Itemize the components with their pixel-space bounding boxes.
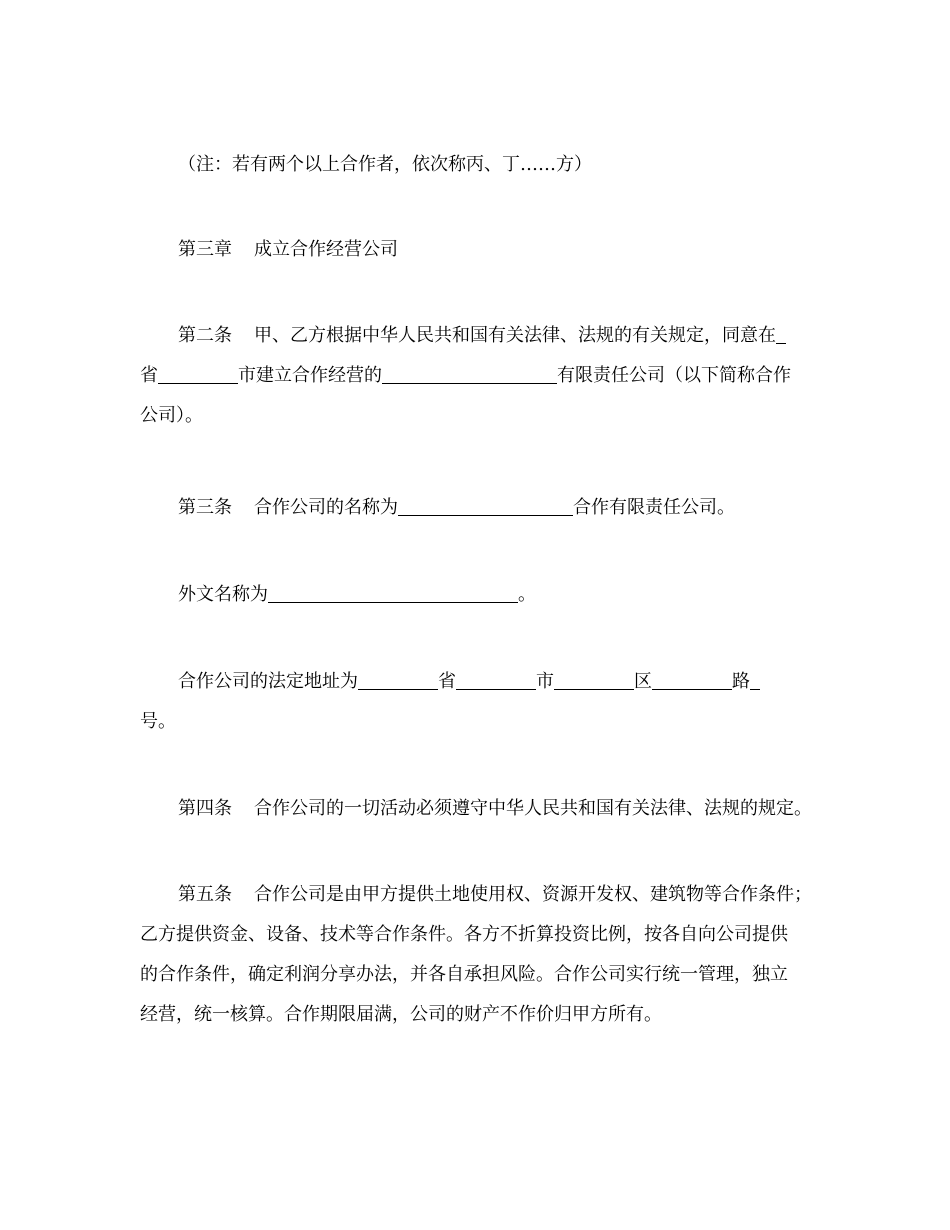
blank-field bbox=[554, 671, 634, 690]
article-5-text: 的合作条件，确定利润分享办法，并各自承担风险。合作公司实行统一管理，独立 bbox=[140, 964, 788, 985]
address-text: 区 bbox=[634, 671, 652, 692]
article-5-text: 乙方提供资金、设备、技术等合作条件。各方不折算投资比例，按各自向公司提供 bbox=[140, 924, 788, 945]
article-3-text: 合作公司的名称为 bbox=[254, 497, 398, 518]
address-text: 路 bbox=[732, 671, 750, 692]
article-4-label: 第四条 bbox=[178, 798, 232, 819]
blank-field bbox=[456, 671, 536, 690]
address-text: 合作公司的法定地址为 bbox=[178, 671, 358, 692]
blank-field bbox=[382, 365, 557, 384]
article-2-text: 有限责任公司（以下简称合作 bbox=[557, 365, 791, 386]
note-text: （注：若有两个以上合作者，依次称丙、丁……方） bbox=[178, 154, 592, 175]
address-paragraph bbox=[140, 662, 830, 742]
article-2 bbox=[140, 316, 830, 436]
blank-field bbox=[398, 497, 573, 516]
article-3 bbox=[140, 488, 830, 528]
blank-field bbox=[652, 671, 732, 690]
article-2-label: 第二条 bbox=[178, 325, 232, 346]
chapter-heading bbox=[140, 230, 830, 270]
address-text: 号。 bbox=[140, 711, 176, 732]
article-5 bbox=[140, 875, 830, 1035]
note-paragraph bbox=[140, 145, 830, 185]
address-text: 市 bbox=[536, 671, 554, 692]
foreign-name-text: 。 bbox=[518, 584, 536, 605]
article-2-text: 甲、乙方根据中华人民共和国有关法律、法规的有关规定，同意在 bbox=[254, 325, 776, 346]
chapter-title: 成立合作经营公司 bbox=[254, 239, 398, 260]
article-2-text: 市建立合作经营的 bbox=[238, 365, 382, 386]
chapter-label: 第三章 bbox=[178, 239, 232, 260]
article-5-text: 合作公司是由甲方提供土地使用权、资源开发权、建筑物等合作条件； bbox=[254, 884, 812, 905]
article-2-text: 省 bbox=[140, 365, 158, 386]
article-2-text: 公司）。 bbox=[140, 405, 203, 426]
blank-field bbox=[750, 671, 760, 690]
article-5-label: 第五条 bbox=[178, 884, 232, 905]
blank-field bbox=[268, 584, 518, 603]
blank-field bbox=[358, 671, 438, 690]
address-text: 省 bbox=[438, 671, 456, 692]
foreign-name-text: 外文名称为 bbox=[178, 584, 268, 605]
article-3-label: 第三条 bbox=[178, 497, 232, 518]
foreign-name-paragraph bbox=[140, 575, 830, 615]
article-4-text: 合作公司的一切活动必须遵守中华人民共和国有关法律、法规的规定。 bbox=[254, 798, 812, 819]
blank-field bbox=[158, 365, 238, 384]
article-3-text: 合作有限责任公司。 bbox=[573, 497, 735, 518]
article-5-text: 经营，统一核算。合作期限届满，公司的财产不作价归甲方所有。 bbox=[140, 1004, 662, 1025]
article-4 bbox=[140, 789, 830, 829]
blank-field bbox=[776, 325, 786, 344]
